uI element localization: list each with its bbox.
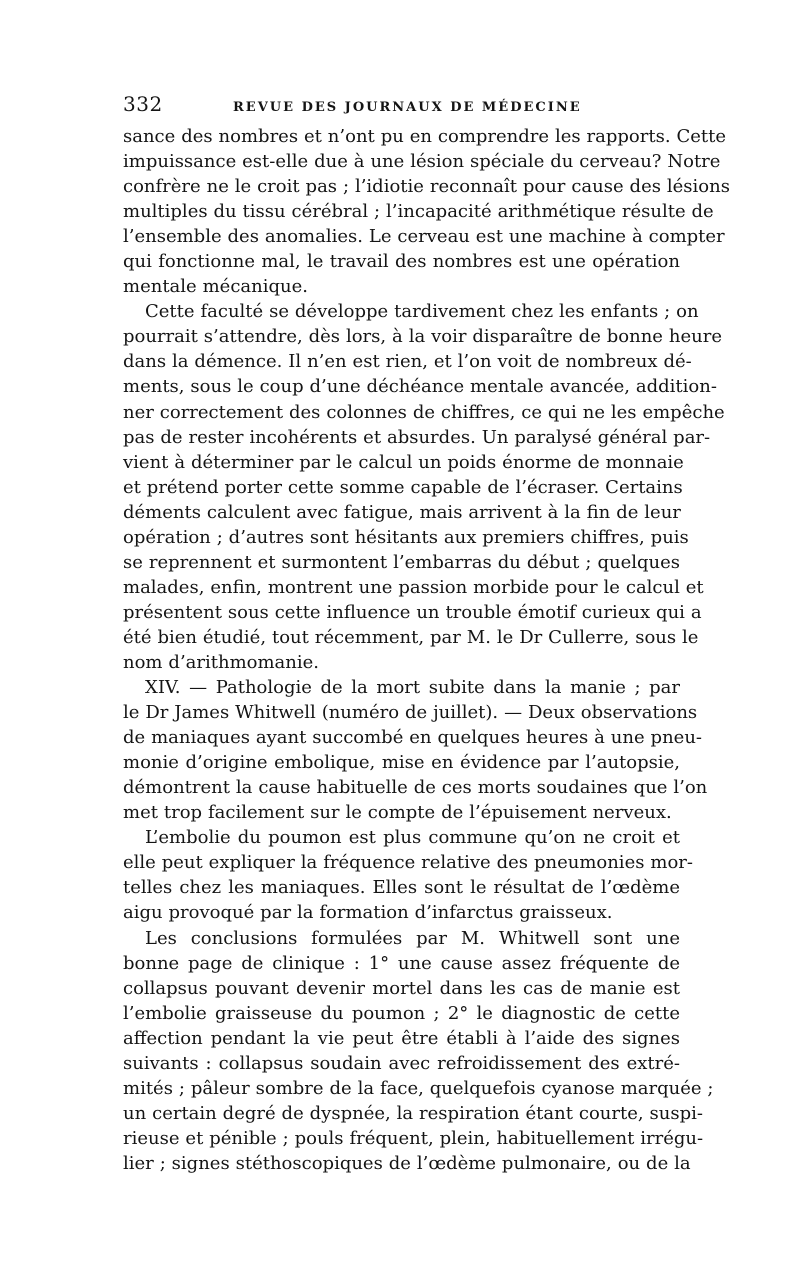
- text-line: se reprennent et surmontent l’embarras du début ; quelques: [123, 551, 680, 573]
- journal-title: REVUE DES JOURNAUX DE MÉDECINE: [233, 100, 582, 115]
- text-line: démontrent la cause habituelle de ces morts soudaines que l’on: [123, 777, 708, 799]
- text-line: le Dr James Whitwell (numéro de juillet). — Deux observations: [123, 702, 698, 724]
- text-line: Les conclusions formulées par M. Whitwell sont une: [145, 927, 680, 949]
- text-line: bonne page de clinique : 1° une cause assez fréquente de: [123, 952, 680, 974]
- text-line: pas de rester incohérents et absurdes. Un paralysé général par-: [123, 426, 711, 448]
- body-text: [123, 124, 730, 1176]
- text-line: été bien étudié, tout récemment, par M. le Dr Cullerre, sous le: [123, 626, 699, 648]
- text-line: impuissance est-elle due à une lésion spéciale du cerveau? Notre: [123, 151, 721, 173]
- text-line: nom d’arithmomanie.: [123, 651, 320, 673]
- text-line: lier ; signes stéthoscopiques de l’œdème pulmonaire, ou de la: [123, 1152, 691, 1174]
- text-line: de maniaques ayant succombé en quelques heures à une pneu-: [123, 727, 703, 749]
- text-line: malades, enfin, montrent une passion morbide pour le calcul et: [123, 576, 704, 598]
- text-line: multiples du tissu cérébral ; l’incapacité arithmétique résulte de: [123, 201, 714, 223]
- text-line: elle peut expliquer la fréquence relative des pneumonies mor-: [123, 852, 693, 874]
- text-line: mentale mécanique.: [123, 276, 308, 298]
- text-line: vient à déterminer par le calcul un poids énorme de monnaie: [123, 451, 684, 473]
- text-line: pourrait s’attendre, dès lors, à la voir disparaître de bonne heure: [123, 326, 722, 348]
- text-line: confrère ne le croit pas ; l’idiotie reconnaît pour cause des lésions: [123, 176, 730, 198]
- text-line: opération ; d’autres sont hésitants aux premiers chiffres, puis: [123, 526, 689, 548]
- text-line: dans la démence. Il n’en est rien, et l’on voit de nombreux dé-: [123, 351, 692, 373]
- text-line: telles chez les maniaques. Elles sont le résultat de l’œdème: [123, 877, 680, 899]
- text-line: qui fonctionne mal, le travail des nombres est une opération: [123, 251, 680, 273]
- text-line: déments calculent avec fatigue, mais arrivent à la fin de leur: [123, 501, 681, 523]
- text-line: ner correctement des colonnes de chiffres, ce qui ne les empêche: [123, 401, 725, 423]
- page-number: 332: [123, 92, 163, 116]
- text-line: collapsus pouvant devenir mortel dans les cas de manie est: [123, 977, 680, 999]
- text-line: met trop facilement sur le compte de l’épuisement nerveux.: [123, 802, 672, 824]
- text-line: l’ensemble des anomalies. Le cerveau est une machine à compter: [123, 226, 725, 248]
- section-heading-line: XIV. — Pathologie de la mort subite dans la manie ; par: [145, 677, 680, 699]
- text-line: présentent sous cette influence un trouble émotif curieux qui a: [123, 601, 702, 623]
- text-line: ments, sous le coup d’une déchéance mentale avancée, addition-: [123, 376, 717, 398]
- text-line: Cette faculté se développe tardivement chez les enfants ; on: [145, 301, 699, 323]
- text-line: et prétend porter cette somme capable de l’écraser. Certains: [123, 476, 683, 498]
- text-line: aigu provoqué par la formation d’infarctus graisseux.: [123, 902, 613, 924]
- text-line: un certain degré de dyspnée, la respiration étant courte, suspi-: [123, 1102, 703, 1124]
- text-line: suivants : collapsus soudain avec refroidissement des extré-: [123, 1052, 680, 1074]
- document-page: [123, 92, 730, 1176]
- text-line: affection pendant la vie peut être établi à l’aide des signes: [123, 1027, 680, 1049]
- text-line: mités ; pâleur sombre de la face, quelquefois cyanose marquée ;: [123, 1077, 714, 1099]
- text-line: sance des nombres et n’ont pu en comprendre les rapports. Cette: [123, 126, 727, 147]
- text-line: monie d’origine embolique, mise en évidence par l’autopsie,: [123, 752, 680, 774]
- running-head: [123, 92, 680, 124]
- text-line: rieuse et pénible ; pouls fréquent, plein, habituellement irrégu-: [123, 1127, 704, 1149]
- text-line: L’embolie du poumon est plus commune qu’on ne croit et: [145, 827, 680, 849]
- text-line: l’embolie graisseuse du poumon ; 2° le diagnostic de cette: [123, 1002, 680, 1024]
